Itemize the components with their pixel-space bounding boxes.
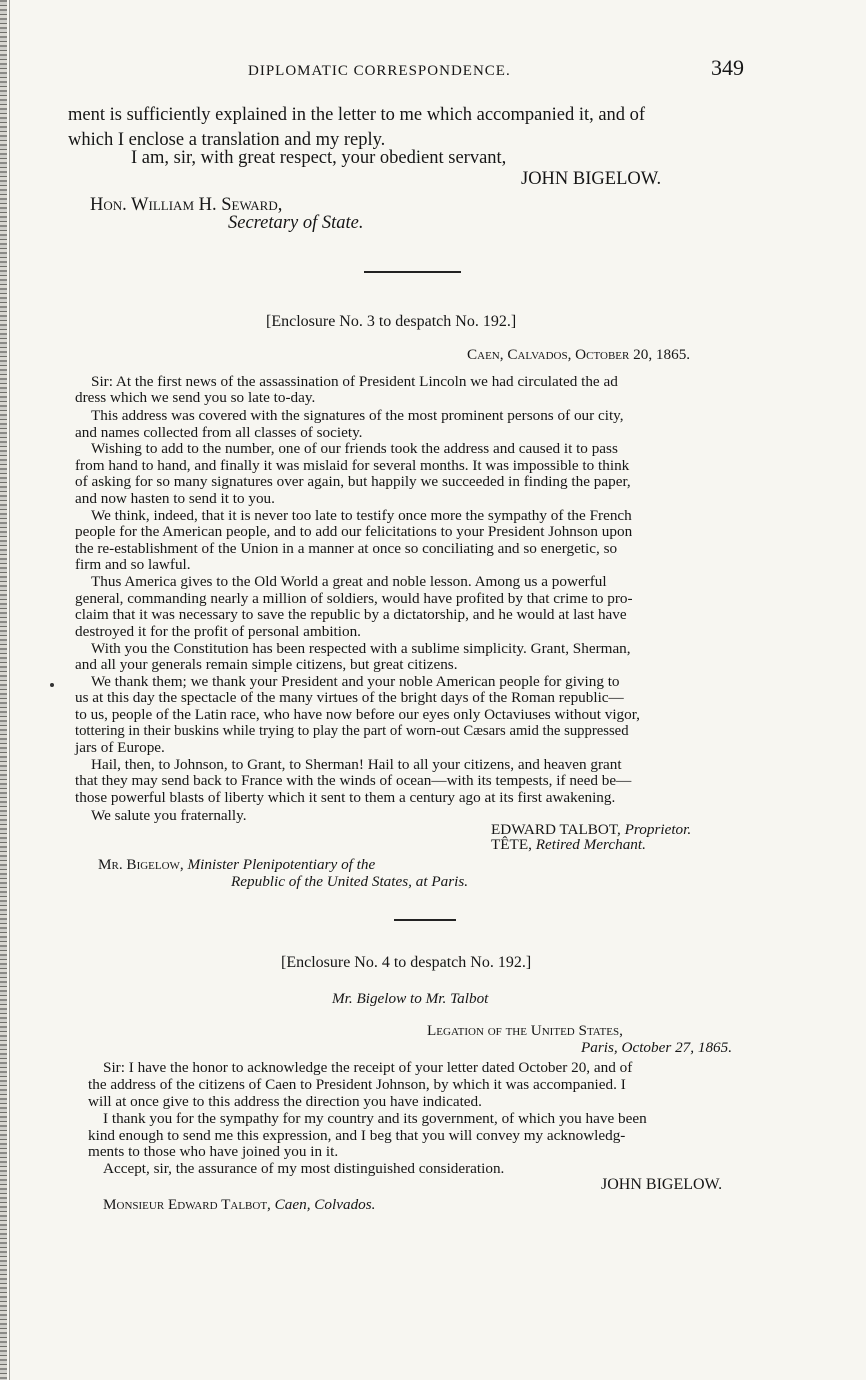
enclosure4-line: Sir: I have the honor to acknowledge the receipt of your letter dated October 20, and of [103, 1059, 633, 1076]
enclosure4-line: ments to those who have joined you in it. [88, 1143, 339, 1160]
enclosure3-line: people for the American people, and to add our felicitations to your President Johnson upon [75, 523, 633, 540]
enclosure4-subheading: Mr. Bigelow to Mr. Talbot [332, 990, 489, 1007]
page-binding-line [9, 0, 10, 1380]
signer1-name: EDWARD TALBOT, [491, 821, 621, 838]
enclosure3-line: We salute you fraternally. [91, 807, 247, 824]
margin-mark [50, 683, 54, 687]
enclosure4-line: kind enough to send me this expression, and I beg that you will convey my acknowledg- [88, 1127, 626, 1144]
signer1-role: Proprietor. [624, 821, 692, 838]
letter1-line: I am, sir, with great respect, your obedient servant, [131, 148, 507, 168]
enclosure3-addressee-name: Mr. Bigelow, [98, 856, 184, 873]
enclosure3-line: from hand to hand, and finally it was mislaid for several months. It was impossible to think [75, 457, 630, 474]
enclosure4-place: Legation of the United States, [427, 1022, 623, 1039]
enclosure3-line: and names collected from all classes of society. [75, 424, 363, 441]
enclosure4-line: I thank you for the sympathy for my country and its government, of which you have been [103, 1110, 647, 1127]
enclosure3-line: claim that it was necessary to save the republic by a dictatorship, and he would at last have [75, 606, 627, 623]
page-binding-edge [0, 0, 7, 1380]
signer2-name: TÊTE, [491, 836, 532, 853]
enclosure3-line: dress which we send you so late to-day. [75, 389, 316, 406]
running-header-title: DIPLOMATIC CORRESPONDENCE. [248, 63, 511, 79]
enclosure3-line: Wishing to add to the number, one of our friends took the address and caused it to pass [91, 440, 618, 457]
enclosure4-line: will at once give to this address the direction you have indicated. [88, 1093, 482, 1110]
letter1-signature: JOHN BIGELOW. [521, 169, 662, 189]
enclosure4-date: Paris, October 27, 1865. [581, 1039, 733, 1056]
enclosure3-addressee-title-2: Republic of the United States, at Paris. [231, 873, 469, 890]
enclosure3-line: jars of Europe. [75, 739, 165, 756]
enclosure4-signature: JOHN BIGELOW. [601, 1176, 723, 1193]
enclosure3-line: general, commanding nearly a million of soldiers, would have profited by that crime to pro- [75, 590, 633, 607]
enclosure3-line: and now hasten to send it to you. [75, 490, 275, 507]
enclosure4-addressee-name: Monsieur Edward Talbot, [103, 1196, 271, 1213]
enclosure3-line: the re-establishment of the Union in a manner at once so conciliating and so energetic, so [75, 540, 618, 557]
enclosure3-line: that they may send back to France with the winds of ocean—with its tempests, if need be— [75, 772, 632, 789]
enclosure4-line: the address of the citizens of Caen to President Johnson, by which it was accompanied. I [88, 1076, 626, 1093]
enclosure3-signer1 [491, 822, 691, 837]
enclosure3-line: We thank them; we thank your President and your noble American people for giving to [91, 673, 620, 690]
section-divider [394, 919, 456, 921]
enclosure3-line: firm and so lawful. [75, 556, 191, 573]
enclosure3-line: of asking for so many signatures over again, but happily we succeeded in finding the paper, [75, 473, 631, 490]
enclosure3-place-date: Caen, Calvados, October 20, 1865. [467, 346, 691, 363]
section-divider [364, 271, 461, 273]
enclosure3-line: tottering in their buskins while trying to play the part of worn-out Cæsars amid the suppressed [75, 723, 629, 739]
letter1-addressee-name: Hon. William H. Seward, [90, 195, 283, 215]
enclosure3-line: With you the Constitution has been respected with a sublime simplicity. Grant, Sherman, [91, 640, 631, 657]
enclosure3-line: those powerful blasts of liberty which it sent to them a century ago at its first awakening. [75, 789, 616, 806]
enclosure3-line: Sir: At the first news of the assassination of President Lincoln we had circulated the ad [91, 373, 618, 390]
enclosure4-line: Accept, sir, the assurance of my most distinguished consideration. [103, 1160, 505, 1177]
enclosure3-line: Hail, then, to Johnson, to Grant, to Sherman! Hail to all your citizens, and heaven grant [91, 756, 622, 773]
enclosure4-addressee-place: Caen, Colvados. [274, 1196, 376, 1213]
enclosure3-line: and all your generals remain simple citizens, but great citizens. [75, 656, 458, 673]
letter1-line: ment is sufficiently explained in the letter to me which accompanied it, and of [68, 105, 646, 125]
enclosure3-addressee-title-1: Minister Plenipotentiary of the [187, 856, 376, 873]
letter1-line: which I enclose a translation and my reply. [68, 130, 386, 150]
enclosure4-addressee [103, 1197, 375, 1212]
enclosure3-heading: [Enclosure No. 3 to despatch No. 192.] [266, 313, 517, 330]
enclosure3-line: Thus America gives to the Old World a great and noble lesson. Among us a powerful [91, 573, 607, 590]
enclosure3-line: destroyed it for the profit of personal ambition. [75, 623, 361, 640]
enclosure3-line: We think, indeed, that it is never too late to testify once more the sympathy of the French [91, 507, 632, 524]
letter1-addressee-title: Secretary of State. [228, 213, 364, 233]
page-number: 349 [711, 55, 744, 80]
enclosure3-line: This address was covered with the signatures of the most prominent persons of our city, [91, 407, 624, 424]
enclosure3-line: to us, people of the Latin race, who have now before our eyes only Octaviuses without vigor, [75, 706, 640, 723]
enclosure4-heading: [Enclosure No. 4 to despatch No. 192.] [281, 954, 532, 971]
enclosure3-line: us at this day the spectacle of the many virtues of the bright days of the Roman republic— [75, 689, 624, 706]
signer2-role: Retired Merchant. [535, 836, 646, 853]
enclosure3-addressee [98, 857, 375, 872]
enclosure3-signer2 [491, 837, 646, 852]
